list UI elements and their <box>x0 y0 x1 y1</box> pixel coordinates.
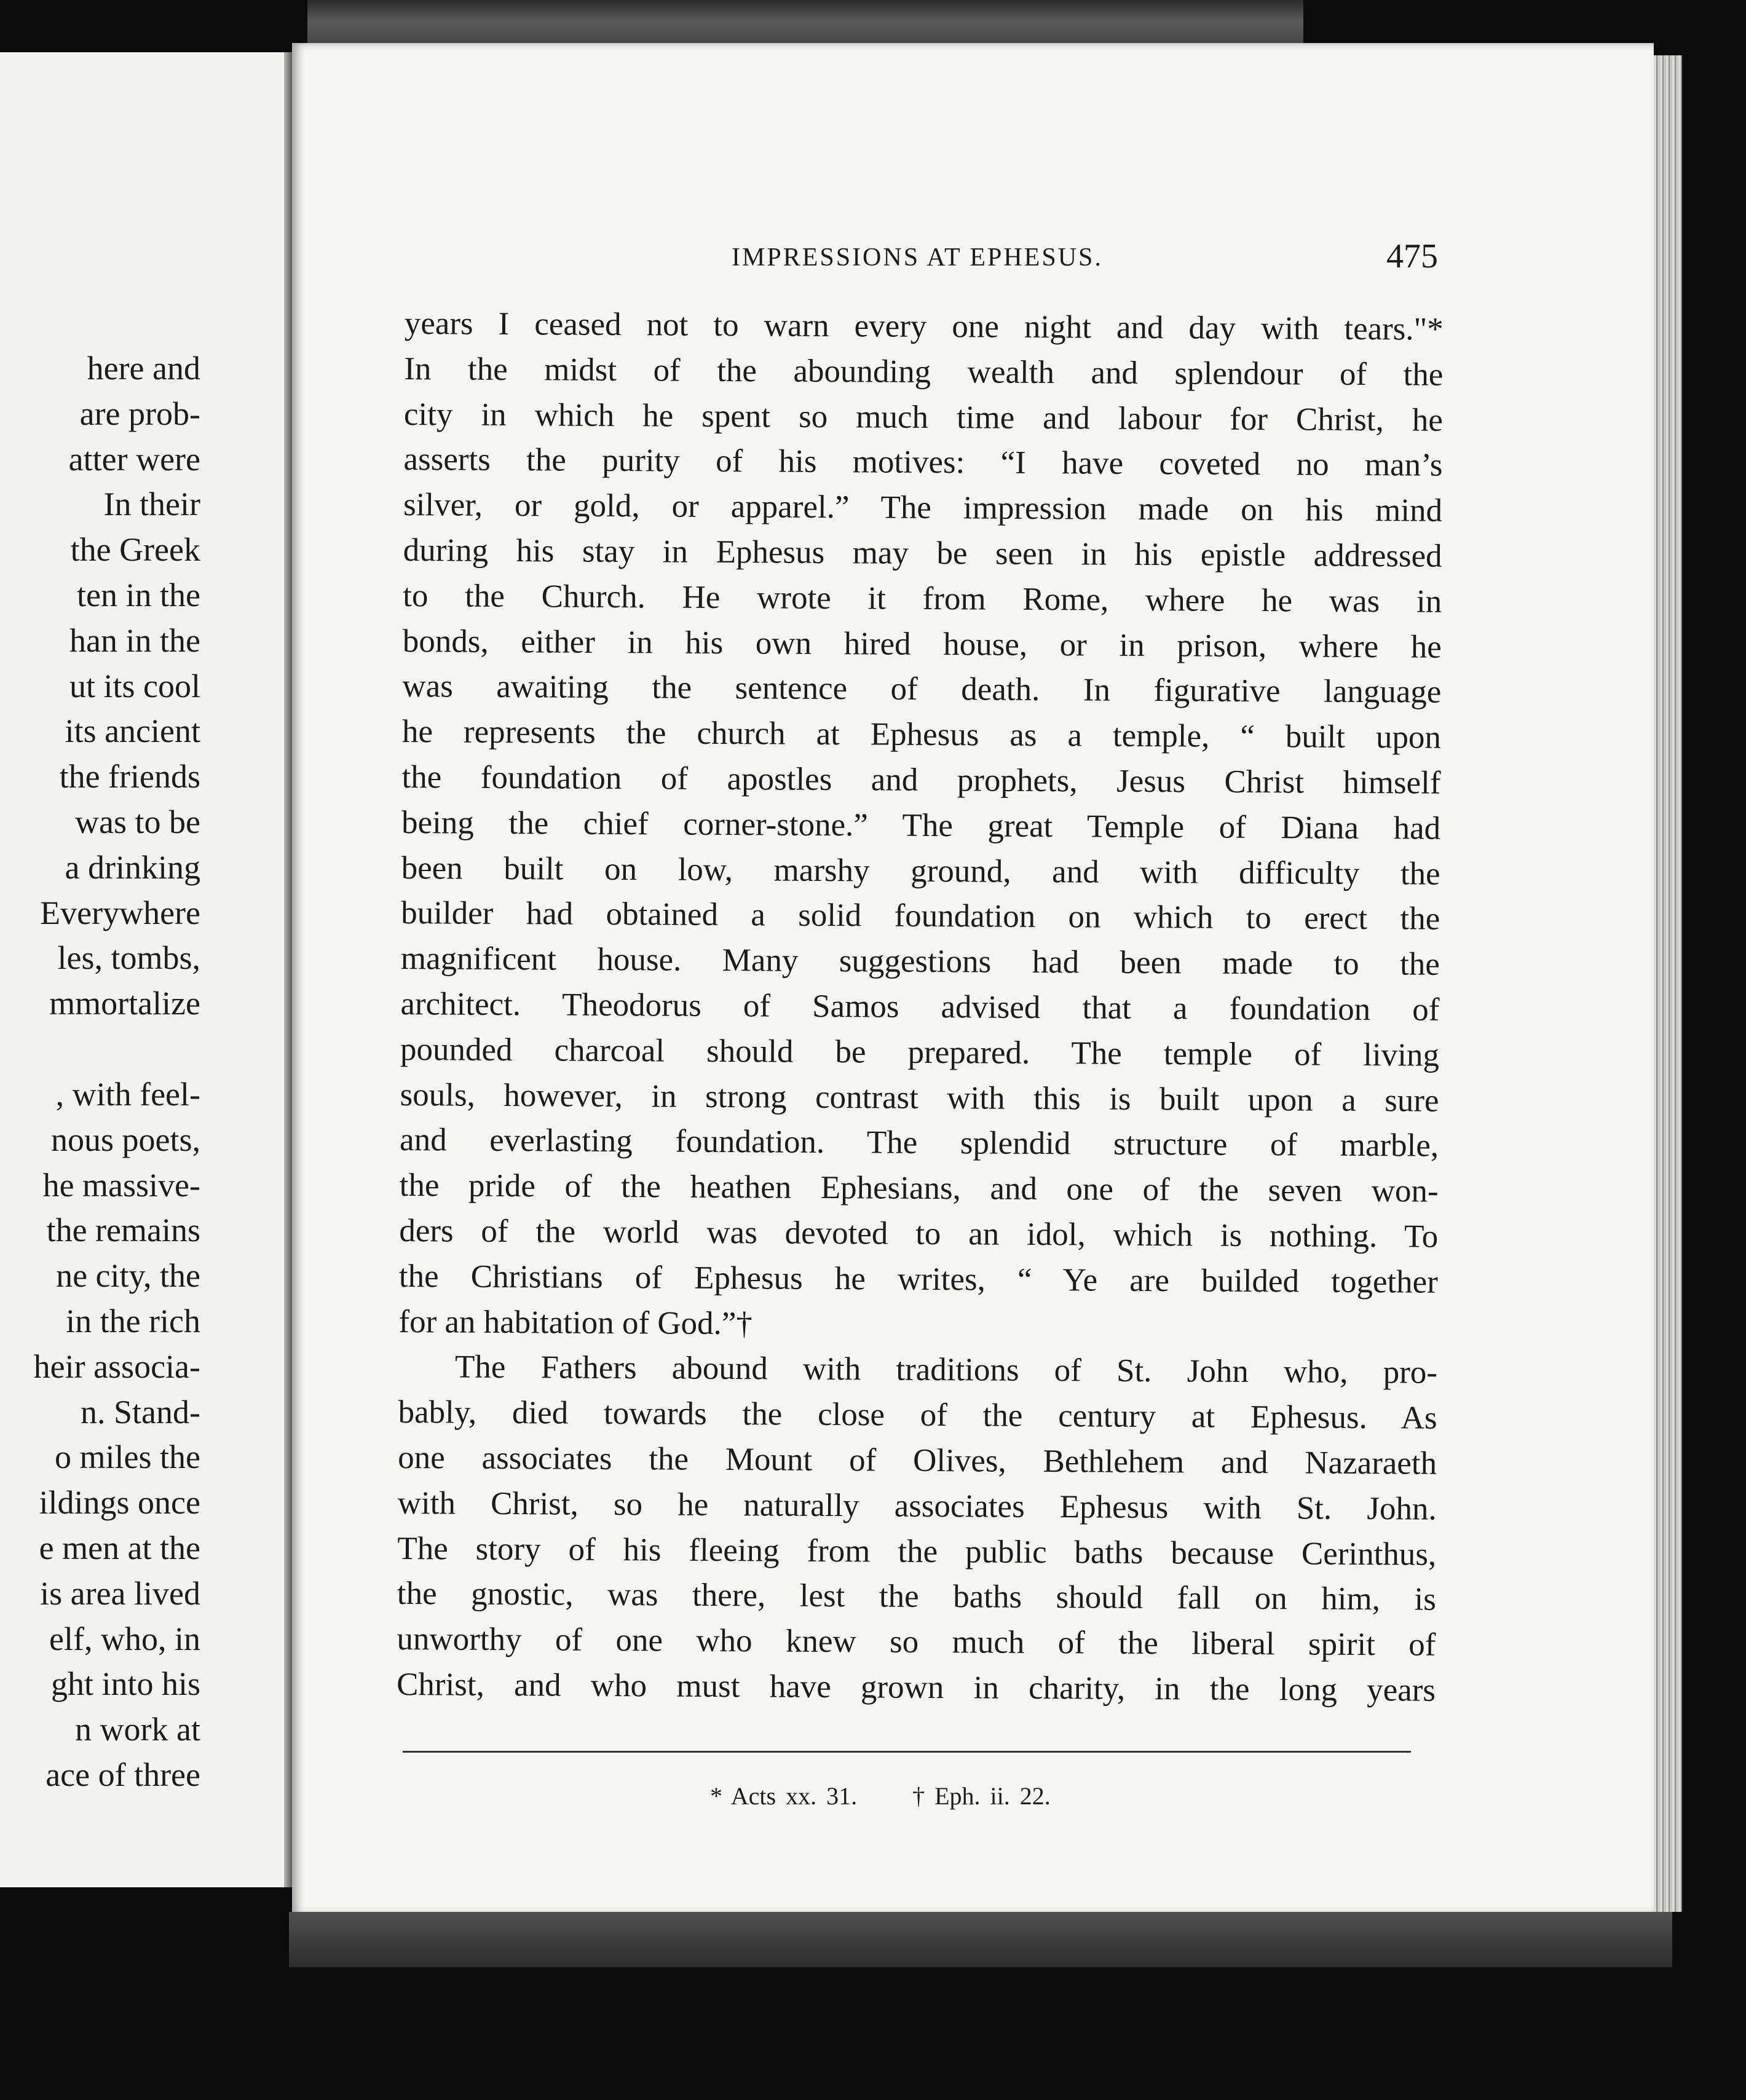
left-page-line: mmortalize <box>49 985 200 1022</box>
text-line: during his stay in Ephesus may be seen in his epistle addressed <box>403 532 1442 574</box>
text-line: builder had obtained a solid foundation on which to erect the <box>401 895 1440 938</box>
left-page-line: are prob- <box>79 395 200 432</box>
left-page-line: heir associa- <box>33 1348 200 1385</box>
body-text <box>397 301 1444 1713</box>
text-line: asserts the purity of his motives: “I have coveted no man’s <box>403 441 1443 484</box>
left-page-line: n. Stand- <box>81 1393 200 1431</box>
left-page-line: here and <box>87 350 200 387</box>
text-line: the gnostic, was there, lest the baths should fall on him, is <box>397 1576 1437 1618</box>
left-page-line: is area lived <box>40 1574 200 1612</box>
text-line: magnificent house. Many suggestions had been made to the <box>400 941 1440 982</box>
footnote-2: † Eph. ii. 22. <box>912 1782 1051 1810</box>
left-page-line: ten in the <box>77 576 200 614</box>
left-page-text <box>34 346 200 1798</box>
left-page-line: han in the <box>69 622 200 659</box>
left-page-line: o miles the <box>55 1439 200 1476</box>
paragraph-2 <box>397 1344 1437 1713</box>
page-number: 475 <box>1386 237 1438 275</box>
text-line: and everlasting foundation. The splendid structure of marble, <box>399 1122 1439 1164</box>
left-page-line: the remains <box>46 1212 200 1249</box>
footnotes <box>710 1782 1051 1810</box>
text-line: In the midst of the abounding wealth and splendour of the <box>404 350 1444 393</box>
text-line: bonds, either in his own hired house, or in prison, where he <box>402 623 1442 665</box>
left-page-line: Everywhere <box>40 894 200 931</box>
left-page-line: the Greek <box>70 531 200 569</box>
text-line: the foundation of apostles and prophets, Jesus Christ himself <box>401 759 1441 801</box>
left-page-line: a drinking <box>65 848 200 886</box>
left-page-line: ildings once <box>39 1484 200 1522</box>
text-line: to the Church. He wrote it from Rome, where he was in <box>403 577 1442 620</box>
text-line: being the chief corner-stone.” The great Temple of Diana had <box>401 804 1441 847</box>
footnote-rule <box>403 1751 1411 1753</box>
text-line: was awaiting the sentence of death. In figurative language <box>402 668 1442 711</box>
text-line: Christ, and who must have grown in charity, in the long years <box>396 1666 1436 1708</box>
text-line: bably, died towards the close of the century at Ephesus. As <box>398 1394 1437 1436</box>
left-page-line: , with feel- <box>55 1075 200 1113</box>
left-page-line: ght into his <box>50 1665 200 1703</box>
left-facing-page <box>0 52 284 1887</box>
text-line: architect. Theodorus of Samos advised that a foundation of <box>400 985 1440 1028</box>
left-page-line: n work at <box>75 1711 200 1748</box>
footnote-1: * Acts xx. 31. <box>710 1782 858 1810</box>
left-page-line: nous poets, <box>51 1121 200 1158</box>
left-page-line: ace of three <box>45 1756 200 1793</box>
text-line: unworthy of one who knew so much of the liberal spirit of <box>397 1621 1436 1663</box>
text-line: souls, however, in strong contrast with this is built upon a sure <box>400 1076 1439 1119</box>
left-page-line: ne city, the <box>56 1257 200 1295</box>
text-line: silver, or gold, or apparel.” The impression made on his mind <box>403 487 1443 529</box>
left-page-line: he massive- <box>42 1166 200 1204</box>
left-page-line: in the rich <box>66 1302 200 1340</box>
book-bottom-edge <box>289 1912 1672 1967</box>
text-line: one associates the Mount of Olives, Bethlehem and Nazaraeth <box>397 1439 1437 1482</box>
text-line: pounded charcoal should be prepared. The temple of living <box>400 1031 1440 1073</box>
left-page-line: e men at the <box>39 1529 200 1566</box>
left-page-line: atter were <box>68 440 200 478</box>
left-page-line: In their <box>103 486 200 523</box>
text-line: for an habitation of God.”† <box>398 1303 753 1341</box>
paragraph-1 <box>398 301 1444 1351</box>
left-page-line: was to be <box>75 803 200 840</box>
running-header: IMPRESSIONS AT EPHESUS. <box>732 243 1103 272</box>
text-line: city in which he spent so much time and labour for Christ, he <box>403 396 1444 438</box>
left-page-line: the friends <box>59 758 200 795</box>
text-line: been built on low, marshy ground, and with difficulty the <box>401 850 1440 892</box>
left-page-line: ut its cool <box>69 667 200 705</box>
text-line: he represents the church at Ephesus as a temple, “ built upon <box>401 714 1442 756</box>
text-line: with Christ, so he naturally associates Ephesus with St. John. <box>397 1485 1437 1527</box>
text-line: the Christians of Ephesus he writes, “ Ye are builded together <box>398 1258 1439 1300</box>
left-page-line: its ancient <box>65 712 200 750</box>
left-page-line: elf, who, in <box>49 1620 200 1657</box>
text-line: The Fathers abound with traditions of St. John who, pro- <box>454 1349 1438 1391</box>
page-edge-stack <box>1654 55 1682 1912</box>
text-line: the pride of the heathen Ephesians, and one of the seven won- <box>399 1167 1439 1209</box>
text-line: The story of his fleeing from the public baths because Cerinthus, <box>397 1530 1437 1573</box>
text-line: years I ceased not to warn every one night and day with tears."* <box>404 305 1444 347</box>
left-page-line: les, tombs, <box>57 939 200 977</box>
text-line: ders of the world was devoted to an idol, which is nothing. To <box>399 1212 1439 1255</box>
